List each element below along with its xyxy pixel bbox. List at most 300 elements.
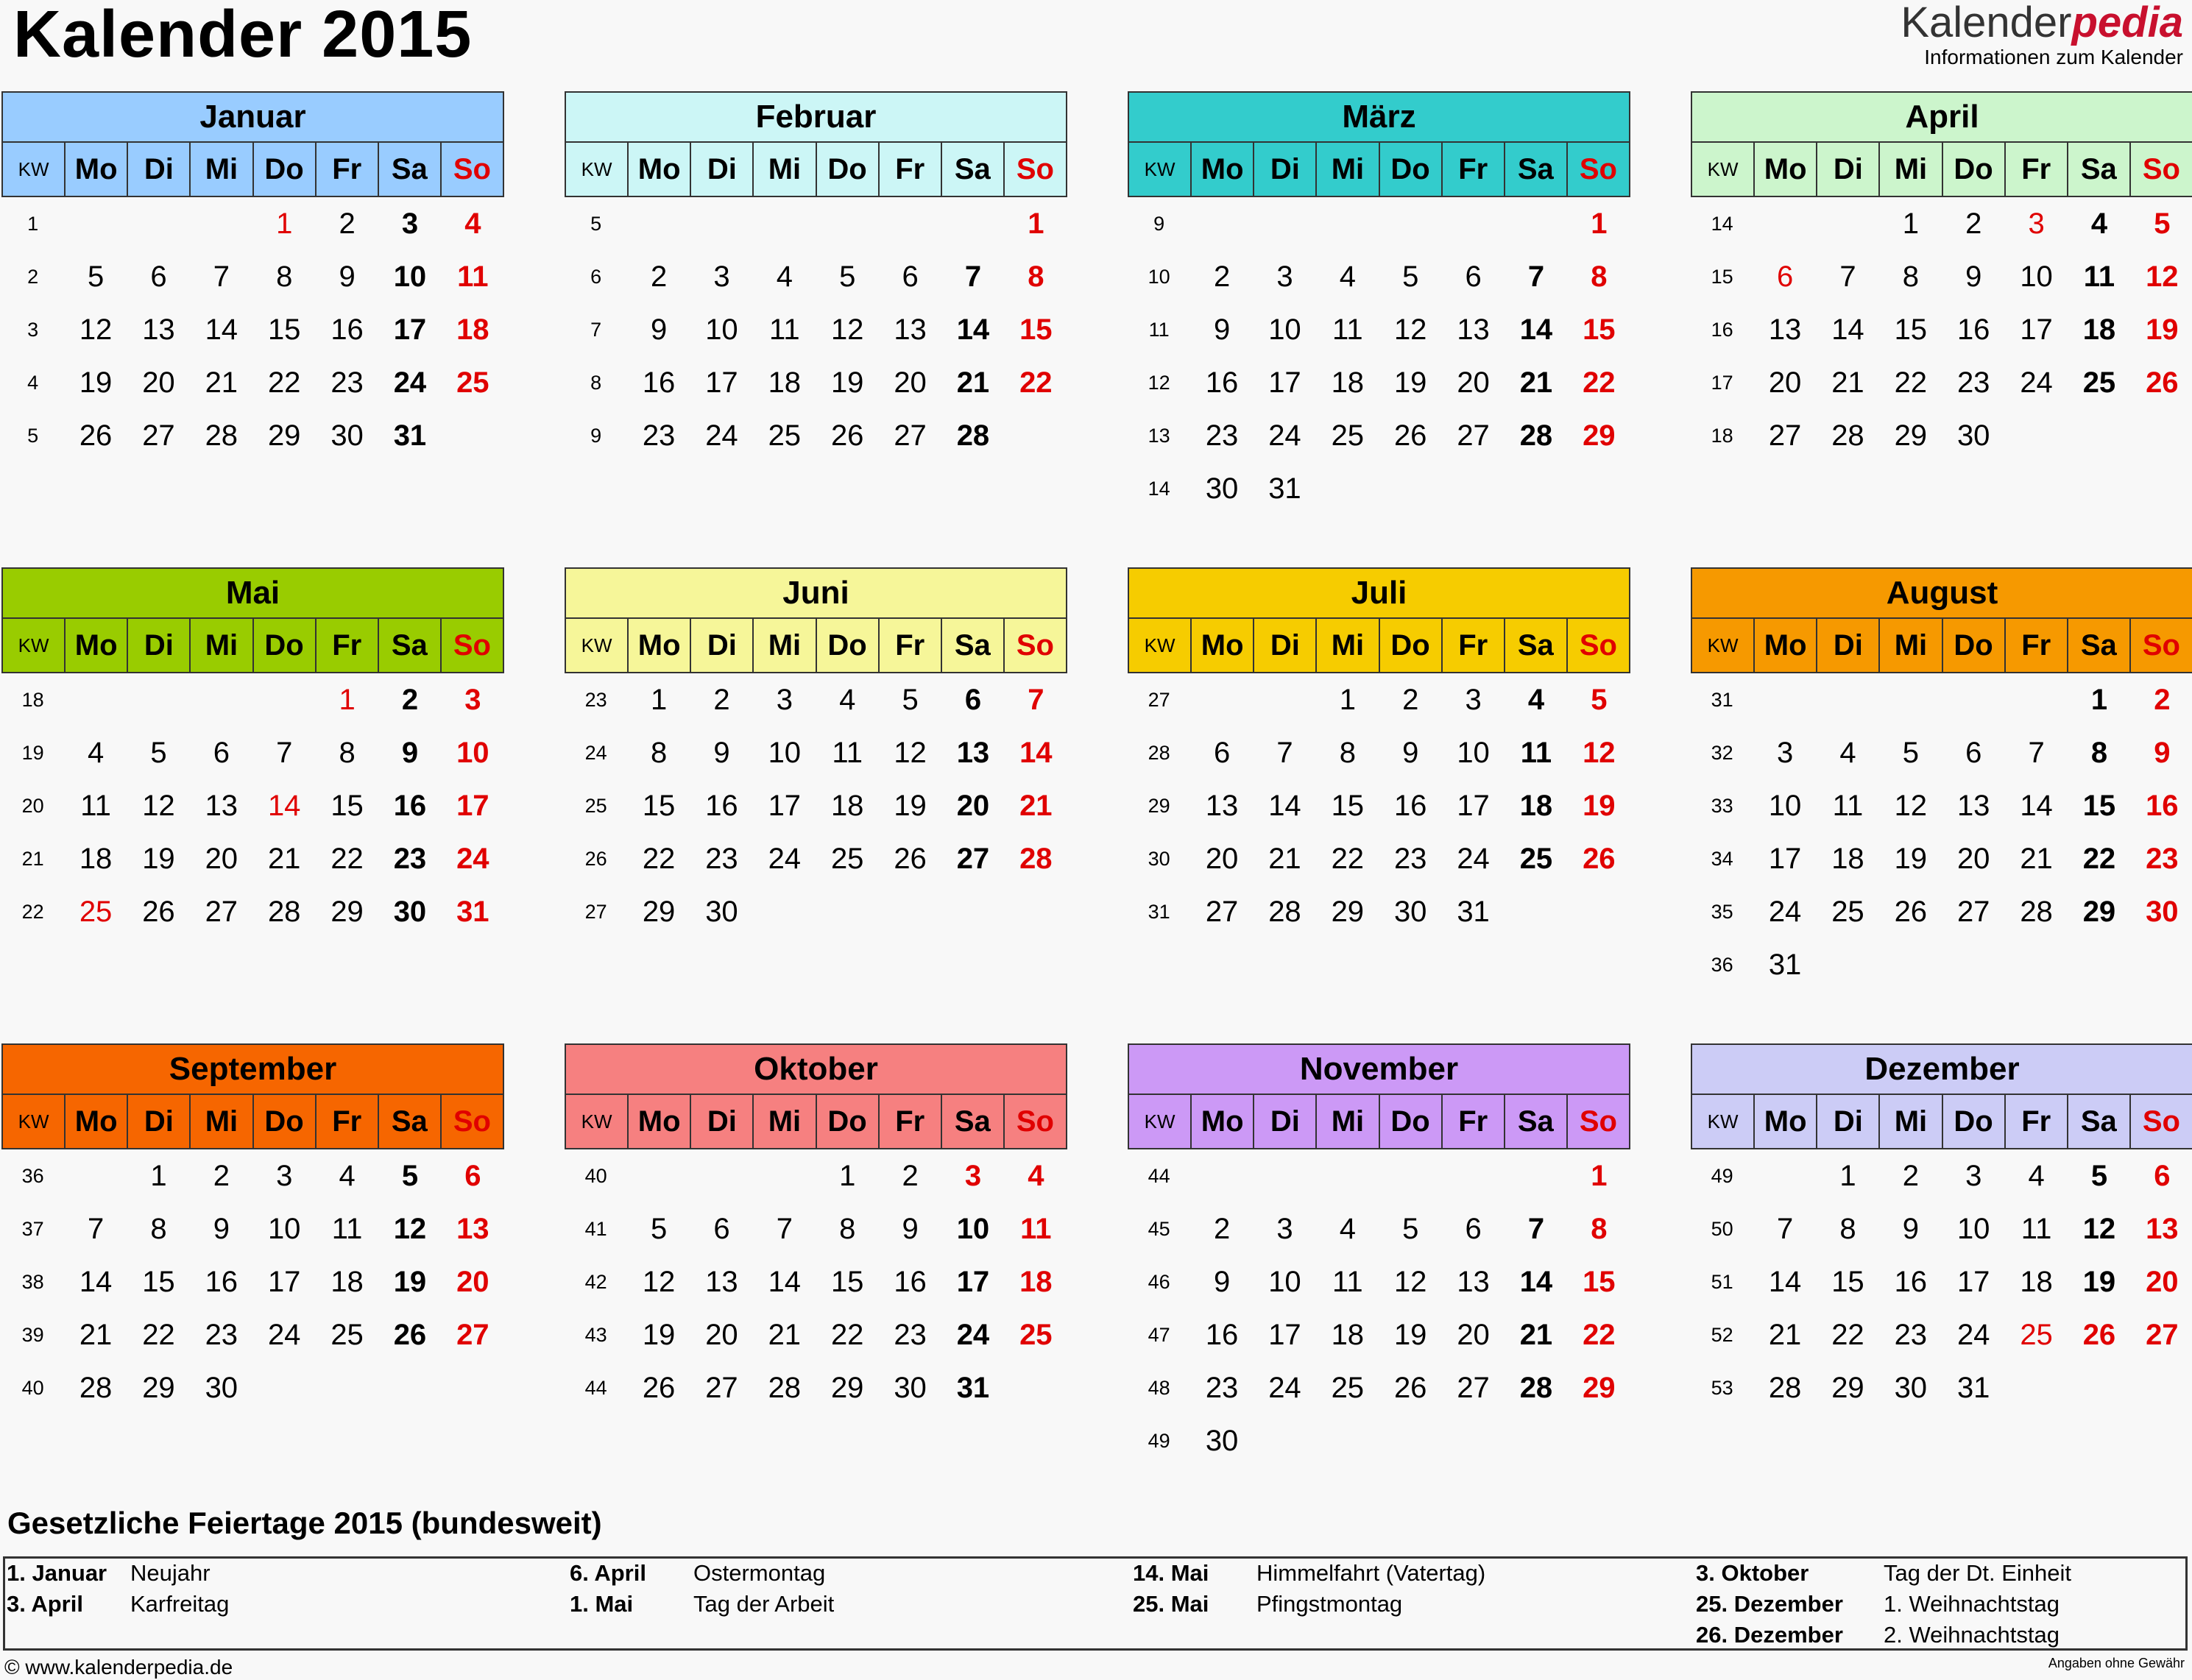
- day-cell[interactable]: 27: [142, 419, 175, 452]
- day-cell[interactable]: 7: [87, 1212, 105, 1245]
- day-cell[interactable]: 9: [339, 260, 356, 293]
- day-cell[interactable]: 6: [1465, 260, 1482, 293]
- day-cell[interactable]: 21: [1768, 1318, 1802, 1351]
- day-cell[interactable]: 12: [2146, 260, 2179, 293]
- day-cell[interactable]: 26: [142, 895, 175, 928]
- day-cell[interactable]: 14: [1831, 313, 1864, 346]
- day-cell[interactable]: 4: [1339, 1212, 1356, 1245]
- day-cell[interactable]: 7: [1527, 260, 1545, 293]
- day-cell[interactable]: 21: [956, 366, 990, 399]
- day-cell[interactable]: 8: [1028, 260, 1044, 293]
- day-cell[interactable]: 11: [2083, 260, 2115, 293]
- day-cell[interactable]: 17: [1268, 366, 1301, 399]
- day-cell[interactable]: 3: [1465, 683, 1482, 716]
- day-cell[interactable]: 13: [456, 1212, 489, 1245]
- day-cell[interactable]: 17: [1457, 789, 1490, 822]
- day-cell[interactable]: 2: [1902, 1159, 1919, 1192]
- day-cell[interactable]: 13: [956, 736, 990, 769]
- day-cell[interactable]: 7: [1527, 1212, 1545, 1245]
- day-cell[interactable]: 3: [1276, 260, 1293, 293]
- footer-copyright[interactable]: © www.kalenderpedia.de: [4, 1656, 233, 1679]
- day-cell[interactable]: 5: [839, 260, 856, 293]
- day-cell[interactable]: 15: [1019, 313, 1053, 346]
- day-cell[interactable]: 25: [768, 419, 802, 452]
- day-cell[interactable]: 8: [650, 736, 668, 769]
- day-cell[interactable]: 28: [1519, 419, 1553, 452]
- day-cell[interactable]: 13: [142, 313, 175, 346]
- day-cell[interactable]: 22: [330, 842, 364, 875]
- day-cell[interactable]: 1: [1902, 207, 1919, 240]
- day-cell[interactable]: 28: [1519, 1371, 1553, 1404]
- day-cell[interactable]: 7: [1028, 683, 1044, 716]
- day-cell[interactable]: 3: [776, 683, 793, 716]
- day-cell[interactable]: 22: [1583, 366, 1616, 399]
- day-cell[interactable]: 24: [456, 842, 489, 875]
- day-cell[interactable]: 10: [1268, 313, 1301, 346]
- day-cell[interactable]: 12: [2082, 1212, 2116, 1245]
- day-cell[interactable]: 23: [705, 842, 738, 875]
- day-cell[interactable]: 27: [1205, 895, 1239, 928]
- day-cell[interactable]: 24: [267, 1318, 301, 1351]
- day-cell[interactable]: 25: [1019, 1318, 1053, 1351]
- day-cell[interactable]: 30: [705, 895, 738, 928]
- day-cell[interactable]: 25: [1331, 1371, 1365, 1404]
- day-cell[interactable]: 19: [1583, 789, 1616, 822]
- day-cell[interactable]: 5: [1591, 683, 1608, 716]
- day-cell[interactable]: 29: [267, 419, 301, 452]
- day-cell[interactable]: 18: [1331, 1318, 1365, 1351]
- day-cell[interactable]: 1: [276, 207, 293, 240]
- day-cell[interactable]: 21: [1831, 366, 1864, 399]
- day-cell[interactable]: 14: [1519, 1265, 1553, 1298]
- day-cell[interactable]: 1: [1591, 207, 1608, 240]
- day-cell[interactable]: 2: [713, 683, 730, 716]
- day-cell[interactable]: 28: [1268, 895, 1301, 928]
- day-cell[interactable]: 4: [1839, 736, 1856, 769]
- day-cell[interactable]: 12: [142, 789, 175, 822]
- day-cell[interactable]: 13: [1457, 313, 1490, 346]
- day-cell[interactable]: 19: [393, 1265, 427, 1298]
- day-cell[interactable]: 12: [830, 313, 864, 346]
- day-cell[interactable]: 7: [964, 260, 982, 293]
- day-cell[interactable]: 12: [1393, 313, 1427, 346]
- day-cell[interactable]: 8: [276, 260, 293, 293]
- day-cell[interactable]: 20: [956, 789, 990, 822]
- day-cell[interactable]: 29: [142, 1371, 175, 1404]
- day-cell[interactable]: 2: [1402, 683, 1419, 716]
- day-cell[interactable]: 31: [1268, 472, 1301, 505]
- day-cell[interactable]: 21: [768, 1318, 802, 1351]
- day-cell[interactable]: 15: [2082, 789, 2116, 822]
- day-cell[interactable]: 23: [1205, 419, 1239, 452]
- day-cell[interactable]: 22: [142, 1318, 175, 1351]
- day-cell[interactable]: 15: [1831, 1265, 1864, 1298]
- day-cell[interactable]: 30: [330, 419, 364, 452]
- day-cell[interactable]: 18: [79, 842, 113, 875]
- day-cell[interactable]: 6: [713, 1212, 730, 1245]
- day-cell[interactable]: 23: [1956, 366, 1990, 399]
- day-cell[interactable]: 23: [1205, 1371, 1239, 1404]
- day-cell[interactable]: 21: [205, 366, 238, 399]
- day-cell[interactable]: 11: [1520, 736, 1552, 769]
- day-cell[interactable]: 15: [830, 1265, 864, 1298]
- day-cell[interactable]: 5: [902, 683, 919, 716]
- day-cell[interactable]: 20: [894, 366, 927, 399]
- day-cell[interactable]: 10: [956, 1212, 990, 1245]
- day-cell[interactable]: 7: [1839, 260, 1856, 293]
- day-cell[interactable]: 3: [401, 207, 419, 240]
- day-cell[interactable]: 25: [830, 842, 864, 875]
- day-cell[interactable]: 26: [1393, 419, 1427, 452]
- day-cell[interactable]: 9: [1213, 1265, 1231, 1298]
- day-cell[interactable]: 21: [1519, 1318, 1553, 1351]
- day-cell[interactable]: 7: [1276, 736, 1293, 769]
- day-cell[interactable]: 3: [464, 683, 481, 716]
- day-cell[interactable]: 19: [142, 842, 175, 875]
- day-cell[interactable]: 14: [79, 1265, 113, 1298]
- day-cell[interactable]: 12: [1393, 1265, 1427, 1298]
- day-cell[interactable]: 18: [330, 1265, 364, 1298]
- day-cell[interactable]: 9: [1402, 736, 1419, 769]
- day-cell[interactable]: 15: [267, 313, 301, 346]
- day-cell[interactable]: 12: [642, 1265, 676, 1298]
- day-cell[interactable]: 5: [1902, 736, 1919, 769]
- day-cell[interactable]: 29: [1583, 1371, 1616, 1404]
- day-cell[interactable]: 22: [267, 366, 301, 399]
- day-cell[interactable]: 8: [1591, 1212, 1608, 1245]
- day-cell[interactable]: 1: [839, 1159, 856, 1192]
- day-cell[interactable]: 9: [713, 736, 730, 769]
- day-cell[interactable]: 11: [457, 260, 489, 293]
- day-cell[interactable]: 19: [2146, 313, 2179, 346]
- day-cell[interactable]: 26: [1583, 842, 1616, 875]
- day-cell[interactable]: 9: [213, 1212, 230, 1245]
- day-cell[interactable]: 20: [1956, 842, 1990, 875]
- day-cell[interactable]: 19: [79, 366, 113, 399]
- day-cell[interactable]: 21: [1268, 842, 1301, 875]
- day-cell[interactable]: 6: [2154, 1159, 2171, 1192]
- day-cell[interactable]: 2: [650, 260, 668, 293]
- day-cell[interactable]: 29: [1831, 1371, 1864, 1404]
- day-cell[interactable]: 18: [768, 366, 802, 399]
- day-cell[interactable]: 27: [894, 419, 927, 452]
- day-cell[interactable]: 22: [1831, 1318, 1864, 1351]
- day-cell[interactable]: 28: [1831, 419, 1864, 452]
- day-cell[interactable]: 11: [1332, 313, 1363, 346]
- day-cell[interactable]: 23: [1393, 842, 1427, 875]
- day-cell[interactable]: 28: [1019, 842, 1053, 875]
- day-cell[interactable]: 17: [393, 313, 427, 346]
- day-cell[interactable]: 13: [1956, 789, 1990, 822]
- day-cell[interactable]: 4: [776, 260, 793, 293]
- day-cell[interactable]: 29: [330, 895, 364, 928]
- day-cell[interactable]: 21: [267, 842, 301, 875]
- day-cell[interactable]: 19: [1393, 1318, 1427, 1351]
- day-cell[interactable]: 16: [1205, 366, 1239, 399]
- day-cell[interactable]: 23: [205, 1318, 238, 1351]
- day-cell[interactable]: 10: [1268, 1265, 1301, 1298]
- day-cell[interactable]: 1: [2090, 683, 2108, 716]
- day-cell[interactable]: 29: [1583, 419, 1616, 452]
- day-cell[interactable]: 6: [1965, 736, 1982, 769]
- day-cell[interactable]: 20: [205, 842, 238, 875]
- day-cell[interactable]: 16: [2146, 789, 2179, 822]
- day-cell[interactable]: 13: [705, 1265, 738, 1298]
- day-cell[interactable]: 3: [2028, 207, 2045, 240]
- day-cell[interactable]: 4: [1339, 260, 1356, 293]
- day-cell[interactable]: 16: [705, 789, 738, 822]
- day-cell[interactable]: 2: [401, 683, 419, 716]
- day-cell[interactable]: 27: [205, 895, 238, 928]
- day-cell[interactable]: 20: [142, 366, 175, 399]
- day-cell[interactable]: 21: [1519, 366, 1553, 399]
- day-cell[interactable]: 2: [902, 1159, 919, 1192]
- day-cell[interactable]: 4: [839, 683, 856, 716]
- day-cell[interactable]: 14: [2020, 789, 2053, 822]
- day-cell[interactable]: 30: [393, 895, 427, 928]
- day-cell[interactable]: 14: [1268, 789, 1301, 822]
- day-cell[interactable]: 14: [956, 313, 990, 346]
- day-cell[interactable]: 13: [205, 789, 238, 822]
- day-cell[interactable]: 14: [1768, 1265, 1802, 1298]
- day-cell[interactable]: 4: [1028, 1159, 1044, 1192]
- day-cell[interactable]: 27: [2146, 1318, 2179, 1351]
- day-cell[interactable]: 13: [894, 313, 927, 346]
- day-cell[interactable]: 31: [1457, 895, 1490, 928]
- day-cell[interactable]: 17: [705, 366, 738, 399]
- day-cell[interactable]: 4: [2090, 207, 2108, 240]
- day-cell[interactable]: 2: [2154, 683, 2171, 716]
- day-cell[interactable]: 12: [79, 313, 113, 346]
- day-cell[interactable]: 23: [2146, 842, 2179, 875]
- day-cell[interactable]: 30: [1205, 1424, 1239, 1457]
- day-cell[interactable]: 27: [1768, 419, 1802, 452]
- day-cell[interactable]: 24: [1768, 895, 1802, 928]
- day-cell[interactable]: 5: [401, 1159, 419, 1192]
- day-cell[interactable]: 4: [339, 1159, 356, 1192]
- day-cell[interactable]: 15: [1583, 313, 1616, 346]
- day-cell[interactable]: 10: [456, 736, 489, 769]
- day-cell[interactable]: 25: [1519, 842, 1553, 875]
- day-cell[interactable]: 24: [768, 842, 802, 875]
- day-cell[interactable]: 28: [205, 419, 238, 452]
- day-cell[interactable]: 20: [1205, 842, 1239, 875]
- day-cell[interactable]: 30: [894, 1371, 927, 1404]
- day-cell[interactable]: 18: [1831, 842, 1864, 875]
- day-cell[interactable]: 14: [768, 1265, 802, 1298]
- day-cell[interactable]: 10: [393, 260, 427, 293]
- day-cell[interactable]: 5: [150, 736, 167, 769]
- day-cell[interactable]: 17: [956, 1265, 990, 1298]
- day-cell[interactable]: 30: [1956, 419, 1990, 452]
- day-cell[interactable]: 25: [456, 366, 489, 399]
- day-cell[interactable]: 3: [1776, 736, 1794, 769]
- day-cell[interactable]: 16: [1956, 313, 1990, 346]
- day-cell[interactable]: 16: [1393, 789, 1427, 822]
- day-cell[interactable]: 29: [642, 895, 676, 928]
- day-cell[interactable]: 8: [1902, 260, 1919, 293]
- day-cell[interactable]: 7: [776, 1212, 793, 1245]
- day-cell[interactable]: 2: [1213, 260, 1231, 293]
- day-cell[interactable]: 22: [1583, 1318, 1616, 1351]
- day-cell[interactable]: 18: [456, 313, 489, 346]
- day-cell[interactable]: 22: [1894, 366, 1928, 399]
- day-cell[interactable]: 22: [2082, 842, 2116, 875]
- day-cell[interactable]: 31: [1956, 1371, 1990, 1404]
- day-cell[interactable]: 10: [1457, 736, 1490, 769]
- day-cell[interactable]: 20: [2146, 1265, 2179, 1298]
- day-cell[interactable]: 22: [1019, 366, 1053, 399]
- day-cell[interactable]: 24: [1268, 1371, 1301, 1404]
- day-cell[interactable]: 15: [1894, 313, 1928, 346]
- day-cell[interactable]: 16: [1894, 1265, 1928, 1298]
- day-cell[interactable]: 9: [401, 736, 419, 769]
- day-cell[interactable]: 30: [1393, 895, 1427, 928]
- day-cell[interactable]: 4: [464, 207, 481, 240]
- day-cell[interactable]: 4: [2028, 1159, 2045, 1192]
- day-cell[interactable]: 11: [769, 313, 800, 346]
- day-cell[interactable]: 26: [642, 1371, 676, 1404]
- day-cell[interactable]: 18: [1331, 366, 1365, 399]
- day-cell[interactable]: 15: [1331, 789, 1365, 822]
- day-cell[interactable]: 6: [150, 260, 167, 293]
- day-cell[interactable]: 6: [1465, 1212, 1482, 1245]
- day-cell[interactable]: 25: [1831, 895, 1864, 928]
- day-cell[interactable]: 16: [894, 1265, 927, 1298]
- day-cell[interactable]: 20: [1768, 366, 1802, 399]
- day-cell[interactable]: 13: [1768, 313, 1802, 346]
- day-cell[interactable]: 7: [276, 736, 293, 769]
- day-cell[interactable]: 16: [393, 789, 427, 822]
- day-cell[interactable]: 4: [87, 736, 105, 769]
- day-cell[interactable]: 13: [2146, 1212, 2179, 1245]
- day-cell[interactable]: 3: [276, 1159, 293, 1192]
- day-cell[interactable]: 23: [1894, 1318, 1928, 1351]
- day-cell[interactable]: 23: [393, 842, 427, 875]
- day-cell[interactable]: 13: [1457, 1265, 1490, 1298]
- day-cell[interactable]: 24: [1268, 419, 1301, 452]
- day-cell[interactable]: 15: [142, 1265, 175, 1298]
- day-cell[interactable]: 3: [1276, 1212, 1293, 1245]
- day-cell[interactable]: 24: [393, 366, 427, 399]
- day-cell[interactable]: 21: [1019, 789, 1053, 822]
- day-cell[interactable]: 9: [1902, 1212, 1919, 1245]
- day-cell[interactable]: 24: [2020, 366, 2053, 399]
- day-cell[interactable]: 12: [393, 1212, 427, 1245]
- day-cell[interactable]: 24: [956, 1318, 990, 1351]
- day-cell[interactable]: 3: [1965, 1159, 1982, 1192]
- day-cell[interactable]: 27: [456, 1318, 489, 1351]
- day-cell[interactable]: 5: [650, 1212, 668, 1245]
- day-cell[interactable]: 25: [79, 895, 113, 928]
- day-cell[interactable]: 17: [456, 789, 489, 822]
- day-cell[interactable]: 27: [956, 842, 990, 875]
- day-cell[interactable]: 24: [1956, 1318, 1990, 1351]
- day-cell[interactable]: 24: [1457, 842, 1490, 875]
- day-cell[interactable]: 27: [705, 1371, 738, 1404]
- day-cell[interactable]: 24: [705, 419, 738, 452]
- day-cell[interactable]: 17: [1268, 1318, 1301, 1351]
- day-cell[interactable]: 18: [2082, 313, 2116, 346]
- day-cell[interactable]: 9: [2154, 736, 2171, 769]
- day-cell[interactable]: 11: [331, 1212, 363, 1245]
- day-cell[interactable]: 11: [2020, 1212, 2052, 1245]
- day-cell[interactable]: 25: [330, 1318, 364, 1351]
- day-cell[interactable]: 5: [87, 260, 105, 293]
- day-cell[interactable]: 23: [894, 1318, 927, 1351]
- day-cell[interactable]: 29: [1331, 895, 1365, 928]
- day-cell[interactable]: 8: [1839, 1212, 1856, 1245]
- day-cell[interactable]: 27: [1457, 1371, 1490, 1404]
- day-cell[interactable]: 26: [830, 419, 864, 452]
- day-cell[interactable]: 25: [1331, 419, 1365, 452]
- day-cell[interactable]: 22: [642, 842, 676, 875]
- day-cell[interactable]: 5: [2090, 1159, 2108, 1192]
- day-cell[interactable]: 12: [1583, 736, 1616, 769]
- day-cell[interactable]: 10: [768, 736, 802, 769]
- day-cell[interactable]: 10: [1956, 1212, 1990, 1245]
- day-cell[interactable]: 11: [80, 789, 111, 822]
- day-cell[interactable]: 6: [1213, 736, 1231, 769]
- day-cell[interactable]: 19: [1393, 366, 1427, 399]
- day-cell[interactable]: 8: [839, 1212, 856, 1245]
- day-cell[interactable]: 22: [830, 1318, 864, 1351]
- day-cell[interactable]: 23: [642, 419, 676, 452]
- day-cell[interactable]: 7: [2028, 736, 2045, 769]
- day-cell[interactable]: 19: [830, 366, 864, 399]
- day-cell[interactable]: 10: [705, 313, 738, 346]
- day-cell[interactable]: 9: [1965, 260, 1982, 293]
- day-cell[interactable]: 18: [830, 789, 864, 822]
- day-cell[interactable]: 21: [79, 1318, 113, 1351]
- day-cell[interactable]: 10: [267, 1212, 301, 1245]
- day-cell[interactable]: 2: [1965, 207, 1982, 240]
- day-cell[interactable]: 14: [1019, 736, 1053, 769]
- day-cell[interactable]: 29: [1894, 419, 1928, 452]
- day-cell[interactable]: 28: [768, 1371, 802, 1404]
- day-cell[interactable]: 11: [1020, 1212, 1052, 1245]
- day-cell[interactable]: 29: [2082, 895, 2116, 928]
- day-cell[interactable]: 10: [1768, 789, 1802, 822]
- day-cell[interactable]: 15: [330, 789, 364, 822]
- day-cell[interactable]: 1: [1339, 683, 1356, 716]
- day-cell[interactable]: 1: [650, 683, 668, 716]
- day-cell[interactable]: 9: [650, 313, 668, 346]
- day-cell[interactable]: 28: [956, 419, 990, 452]
- brand-logo[interactable]: [1901, 1, 2183, 69]
- day-cell[interactable]: 2: [1213, 1212, 1231, 1245]
- day-cell[interactable]: 12: [1894, 789, 1928, 822]
- day-cell[interactable]: 10: [2020, 260, 2053, 293]
- day-cell[interactable]: 1: [1839, 1159, 1856, 1192]
- day-cell[interactable]: 8: [2090, 736, 2108, 769]
- day-cell[interactable]: 25: [2082, 366, 2116, 399]
- day-cell[interactable]: 31: [1768, 948, 1802, 981]
- day-cell[interactable]: 20: [456, 1265, 489, 1298]
- day-cell[interactable]: 31: [456, 895, 489, 928]
- day-cell[interactable]: 17: [768, 789, 802, 822]
- day-cell[interactable]: 17: [2020, 313, 2053, 346]
- day-cell[interactable]: 30: [1894, 1371, 1928, 1404]
- day-cell[interactable]: 16: [1205, 1318, 1239, 1351]
- day-cell[interactable]: 28: [2020, 895, 2053, 928]
- day-cell[interactable]: 5: [1402, 1212, 1419, 1245]
- day-cell[interactable]: 9: [1213, 313, 1231, 346]
- day-cell[interactable]: 8: [339, 736, 356, 769]
- day-cell[interactable]: 30: [1205, 472, 1239, 505]
- day-cell[interactable]: 6: [964, 683, 982, 716]
- day-cell[interactable]: 18: [1519, 789, 1553, 822]
